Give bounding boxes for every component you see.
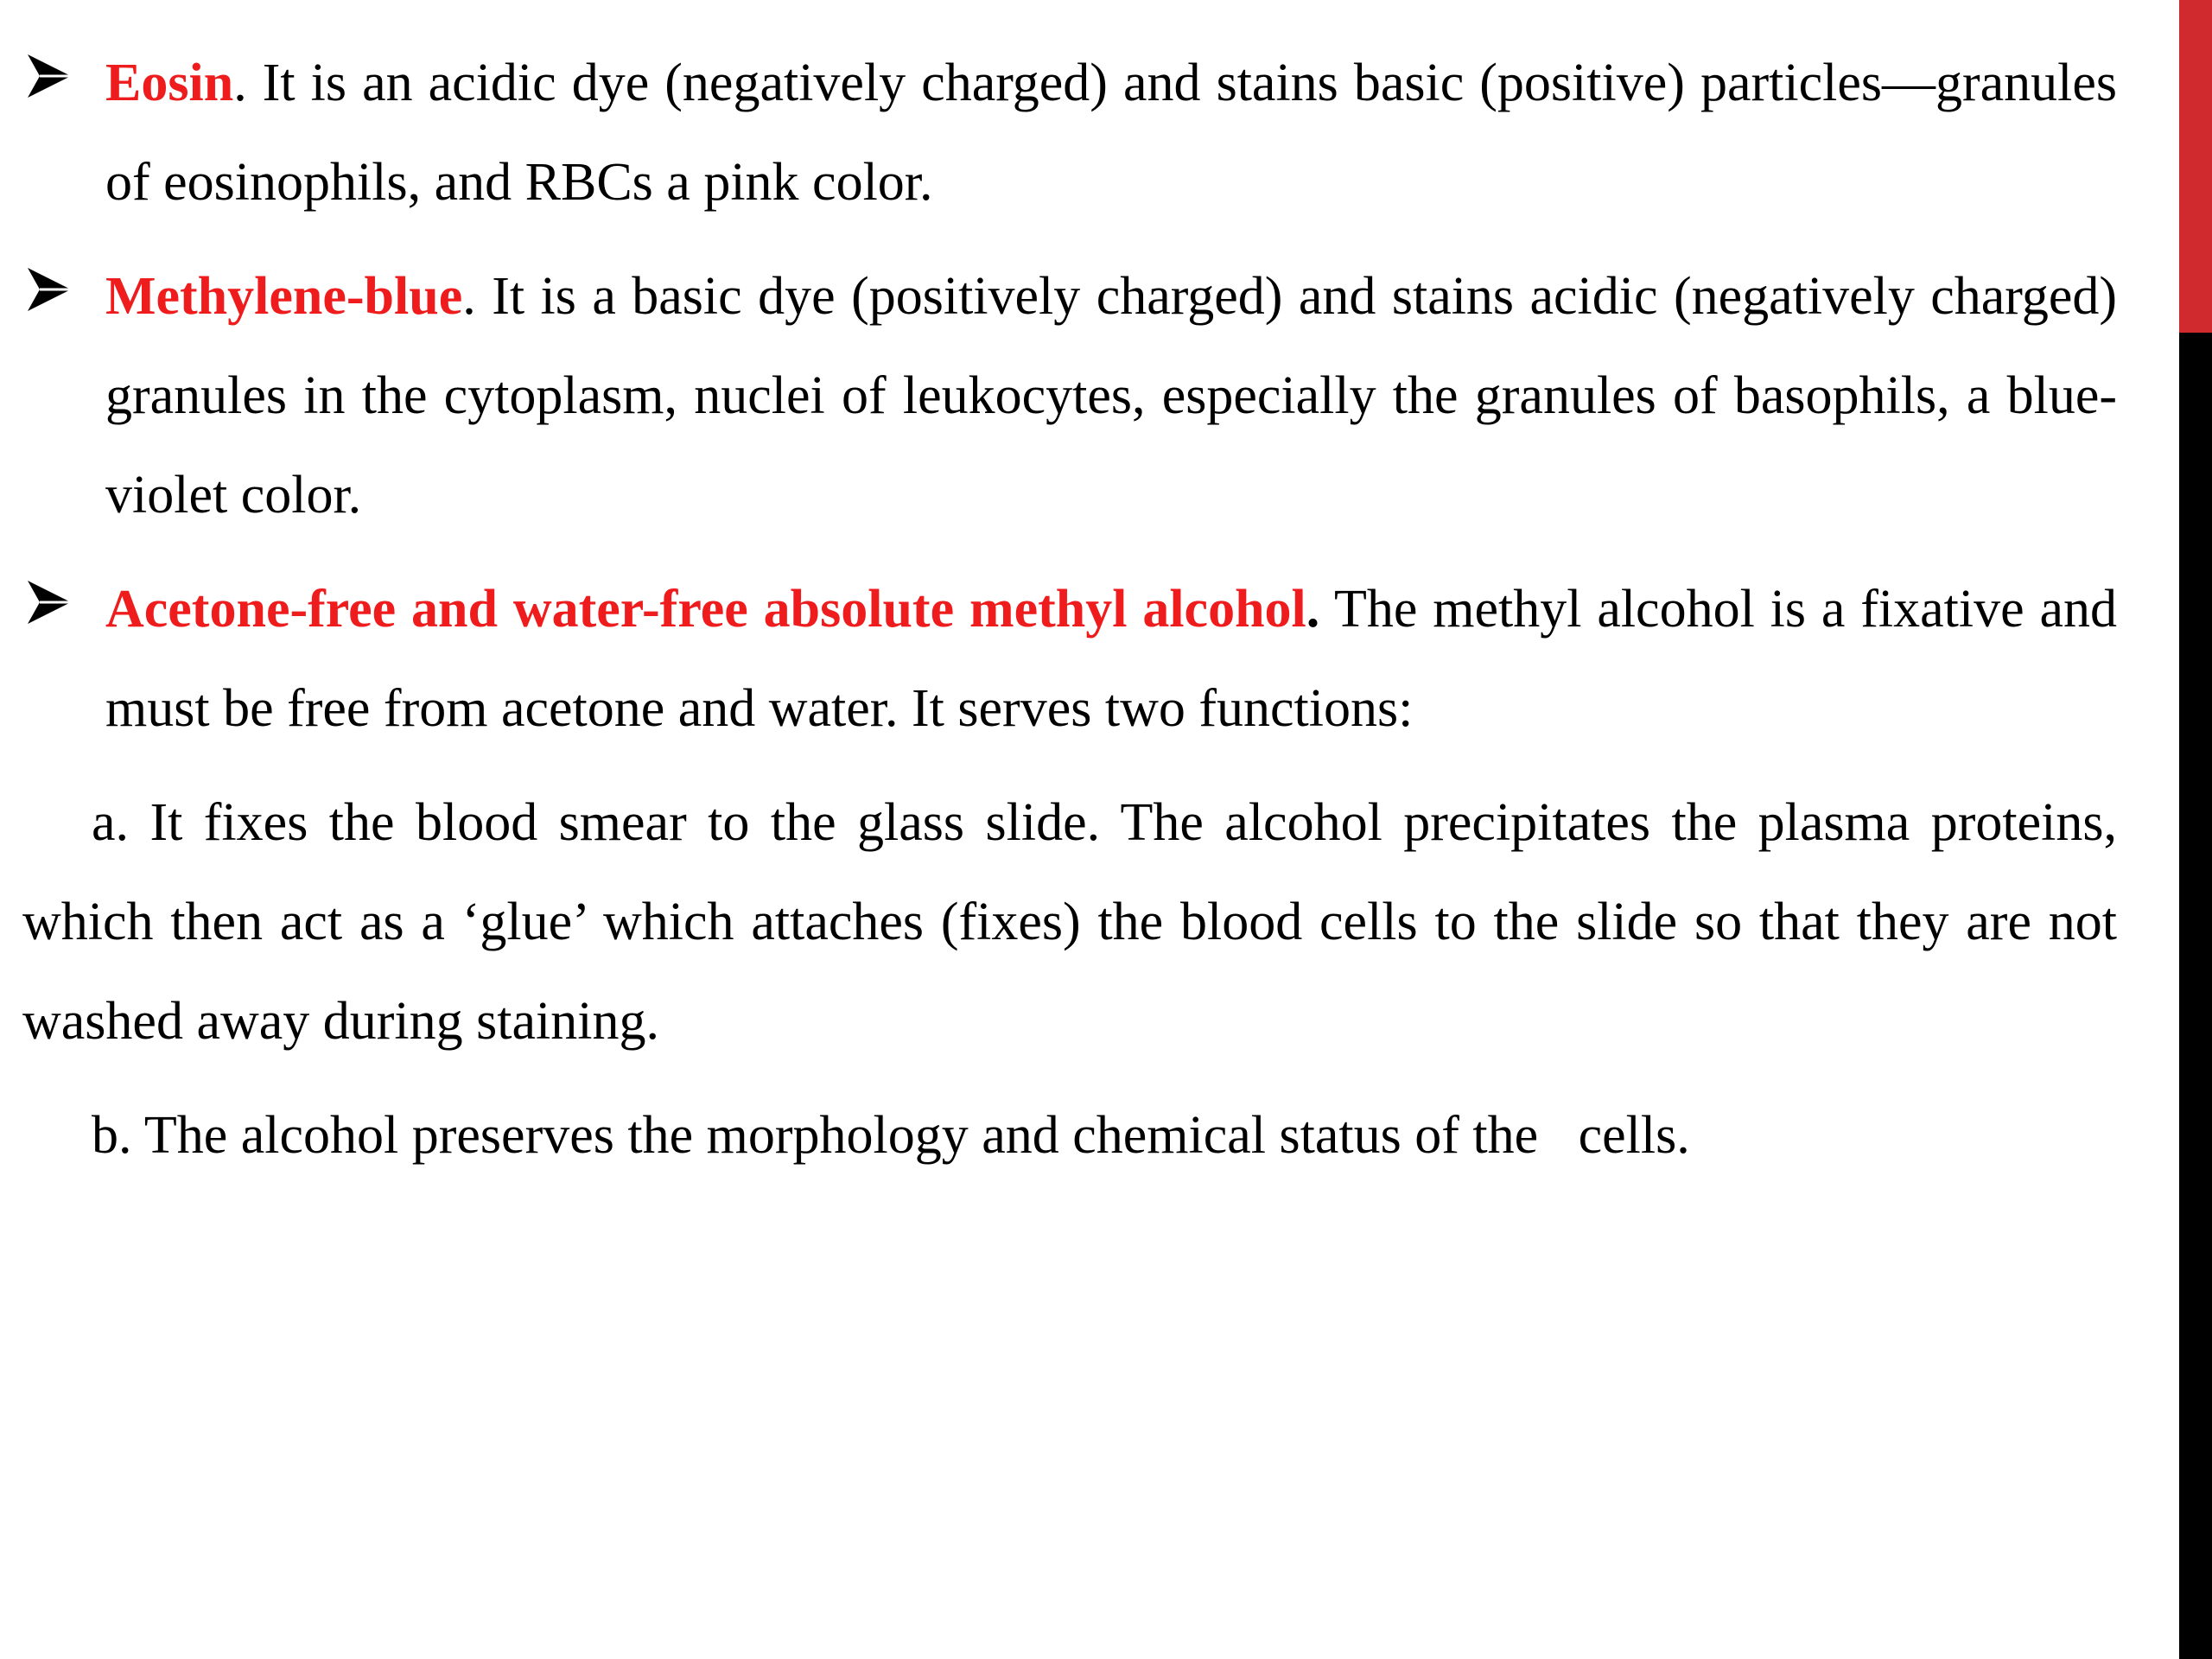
term-punct: . [1306,580,1320,639]
term-methylene-blue: Methylene-blue [105,267,463,326]
term-punct: . [233,54,247,112]
bullet-methylene-blue [22,247,2117,545]
term-eosin: Eosin [105,54,234,112]
bullet-text: The methyl alcohol is a fixative and must be free from acetone and water. It serves two functions: [105,580,2117,738]
bullet-eosin [22,34,2117,232]
function-a: a. It fixes the blood smear to the glass slide. The alcohol precipitates the plasma proteins, which then act as a ‘glue’ which attaches (fixes) the blood cells to the slide so that they are not washed away during staining. [22,793,2117,1051]
side-accent-bar-red [2179,0,2212,333]
function-b: b. The alcohol preserves the morphology and chemical status of the cells. [92,1106,1690,1165]
side-accent-bar-dark [2179,333,2212,1659]
bullet-text: It is a basic dye (positively charged) and stains acidic (negatively charged) granules in the cytoplasm, nuclei of leukocytes, especially the granules of basophils, a blue-violet color. [105,267,2117,524]
term-punct: . [462,267,476,326]
arrow-bullet-icon [26,53,73,99]
arrow-bullet-icon [26,579,73,626]
bullet-text: It is an acidic dye (negatively charged) and stains basic (positive) particles—granules of eosinophils, and RBCs a pink color. [105,54,2117,212]
arrow-bullet-icon [26,266,73,313]
slide-content [22,34,2117,1185]
bullet-methyl-alcohol [22,560,2117,759]
term-methyl-alcohol: Acetone-free and water-free absolute methyl alcohol [105,580,1306,639]
